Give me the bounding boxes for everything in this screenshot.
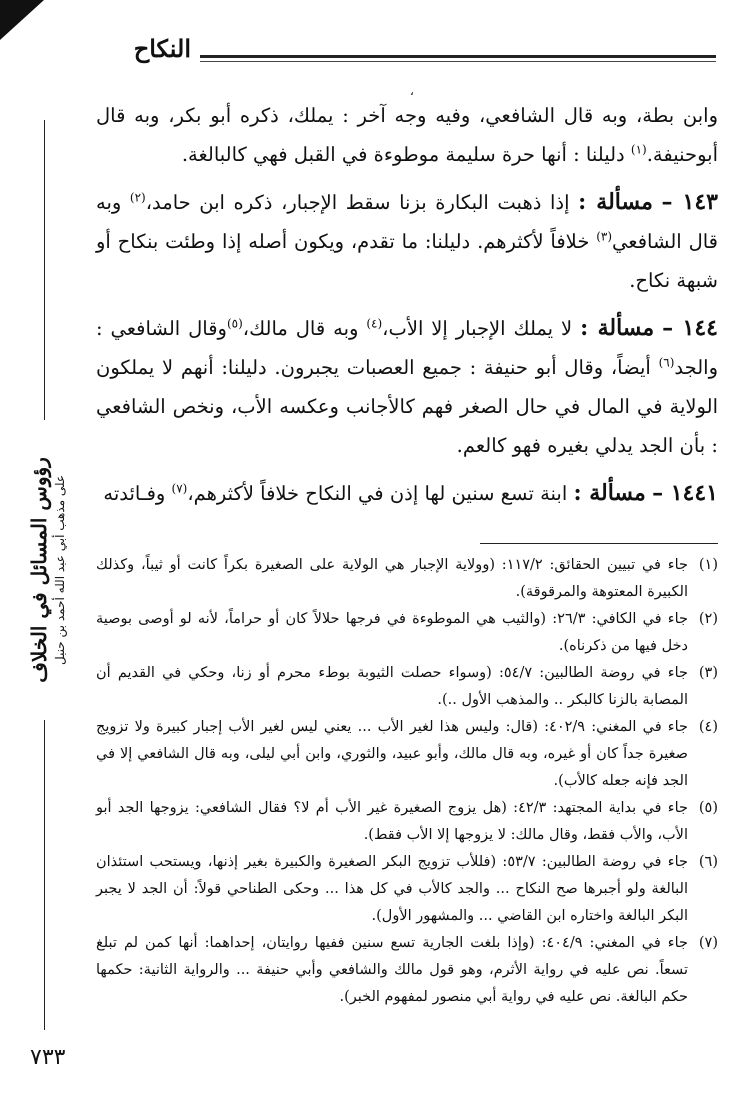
- issue-label: مسألة :: [578, 189, 653, 215]
- issue-144: [96, 309, 718, 465]
- issue-number: ١٤٤ –: [662, 315, 718, 341]
- header-rule: [200, 55, 716, 58]
- issue-1441: [96, 474, 718, 513]
- footnote-ref: (٣): [596, 229, 613, 244]
- footnote-number: (٦): [698, 854, 718, 870]
- footnote-ref: (٧): [171, 481, 188, 496]
- footnote-text: جاء في روضة الطالبين: ٥٣/٧: (فللأب تزويج البكر الصغيرة والكبيرة بغير إذنها، ويستحب استئذان البالغة ولو أجبرها صح النكاح ... والجد كالأب في كل هذا ... وحكى الطناحي قولاً: أن الجد لا يجبر البكر البالغة واختاره ابن القاضي ... والمشهور الأول).: [96, 854, 688, 924]
- sidebar-book-title: [18, 420, 76, 720]
- issue-number: ١٤٣ –: [661, 189, 718, 215]
- footnote: [96, 795, 718, 849]
- footnote-number: (٣): [698, 665, 718, 681]
- footnote-text: جاء في تبيين الحقائق: ١١٧/٢: (وولاية الإجبار هي الولاية على الصغيرة بكراً كانت أو ثيباً، وكذلك الكبيرة المعتوهة والمرقوقة).: [96, 557, 688, 600]
- footnote-text: جاء في روضة الطالبين: ٥٤/٧: (وسواء حصلت الثيوبة بوطء محرم أو زنا، وحكي في القديم أن المصابة بالزنا كالبكر .. والمذهب الأول ..).: [96, 665, 688, 708]
- footnote-ref: (٢): [129, 190, 146, 205]
- footnote-number: (٢): [698, 611, 718, 627]
- footnote-text: جاء في الكافي: ٢٦/٣: (والثيب هي الموطوءة في فرجها حلالاً كان أو حراماً، لأنه لو أوصى بوصية دخل فيها من ذكرناه).: [96, 611, 688, 654]
- sidebar-rule-bottom: [44, 720, 45, 1030]
- footnote-text: جاء في المغني: ٤٠٢/٩: (قال: وليس هذا لغير الأب ... يعني ليس لغير الأب إجبار كبيرة ولا تزويج صغيرة جداً كان أو غيره، وبه قال مالك، وأبو عبيد، والثوري، وابن أبي ليلى، وبه قال الشافعي إلا في الجد فإنه جعله كالأب).: [96, 719, 689, 789]
- footnote-number: (٤): [698, 719, 718, 735]
- footnote-number: (١): [698, 557, 718, 573]
- footnote-ref: (٥): [226, 316, 243, 331]
- issue-text: وبه قال الشافعي: [96, 191, 719, 253]
- sidebar-rule-top: [44, 120, 45, 420]
- paragraph-continuation: [96, 96, 718, 174]
- footnote-number: (٥): [698, 800, 718, 816]
- issue-text: لا يملك الإجبار إلا الأب،: [382, 317, 581, 340]
- paragraph-text: دليلنا : أنها حرة سليمة موطوءة في القبل فهي كالبالغة.: [181, 143, 631, 166]
- footnotes: [96, 552, 718, 1011]
- header-rule-thin: [200, 61, 716, 62]
- issue-143: [96, 183, 718, 300]
- footnote-ref: (٦): [658, 355, 675, 370]
- issue-text: وفـائدته: [103, 482, 172, 505]
- stray-mark: ،: [410, 84, 414, 98]
- issue-label: مسألة :: [573, 480, 646, 506]
- issue-text: وقال الشافعي : والجد: [96, 317, 718, 379]
- footnote: [96, 930, 718, 1011]
- corner-tab-mark: [0, 0, 44, 40]
- issue-text: أيضاً، وقال أبو حنيفة : جميع العصبات يجبرون. دليلنا: أنهم لا يملكون الولاية في المال في حال الصغر فهم كالأجانب وعكسه الأب، ونخص الشافعي : بأن الجد يدلي بغيره فهو كالعم.: [96, 356, 718, 457]
- issue-text: وبه قال مالك،: [242, 317, 367, 340]
- footnote-text: جاء في بداية المجتهد: ٤٢/٣: (هل يزوج الصغيرة غير الأب أم لا؟ فقال الشافعي: يزوجها الجد أبو الأب، والأب فقط، وقال مالك: لا يزوجها إلا الأب فقط).: [96, 800, 688, 843]
- footnote: [96, 660, 718, 714]
- footnote-ref: (٤): [366, 316, 383, 331]
- main-text: [96, 96, 718, 522]
- footnote: [96, 606, 718, 660]
- issue-label: مسألة :: [580, 315, 655, 341]
- footnotes-separator: [480, 543, 718, 544]
- footnote-number: (٧): [698, 935, 718, 951]
- footnote: [96, 552, 718, 606]
- running-header-title: النكاح: [133, 34, 191, 63]
- book-subtitle: على مذهب أبي عبد الله أحمد بن حنبل: [53, 474, 67, 666]
- sidebar-title-block: [26, 457, 68, 683]
- footnote: [96, 714, 718, 795]
- issue-text: إذا ذهبت البكارة بزنا سقط الإجبار، ذكره ابن حامد،: [145, 191, 579, 214]
- footnote: [96, 849, 718, 930]
- issue-text: خلافاً لأكثرهم. دليلنا: ما تقدم، ويكون أصله إذا وطئت بنكاح أو شبهة نكاح.: [96, 230, 718, 292]
- paragraph-text: وابن بطة، وبه قال الشافعي، وفيه وجه آخر : يملك، ذكره أبو بكر، وبه قال أبوحنيفة.: [96, 104, 718, 166]
- book-title: رؤوس المسائل في الخلاف: [27, 457, 51, 683]
- issue-text: ابنة تسع سنين لها إذن في النكاح خلافاً لأكثرهم،: [187, 482, 574, 505]
- page-number: ٧٣٣: [30, 1045, 66, 1070]
- issue-number: ١٤٤١ –: [652, 480, 718, 506]
- footnote-text: جاء في المغني: ٤٠٤/٩: (وإذا بلغت الجارية تسع سنين ففيها روايتان، إحداهما: أنها كمن لم تبلغ تسعاً. نص عليه في رواية الأثرم، وهو قول مالك والشافعي وأبي حنيفة ... والرواية الثانية: حكمها حكم البالغة. نص عليه في رواية أبي منصور لمفهوم الخبر).: [96, 935, 688, 1005]
- footnote-ref: (١): [630, 142, 647, 157]
